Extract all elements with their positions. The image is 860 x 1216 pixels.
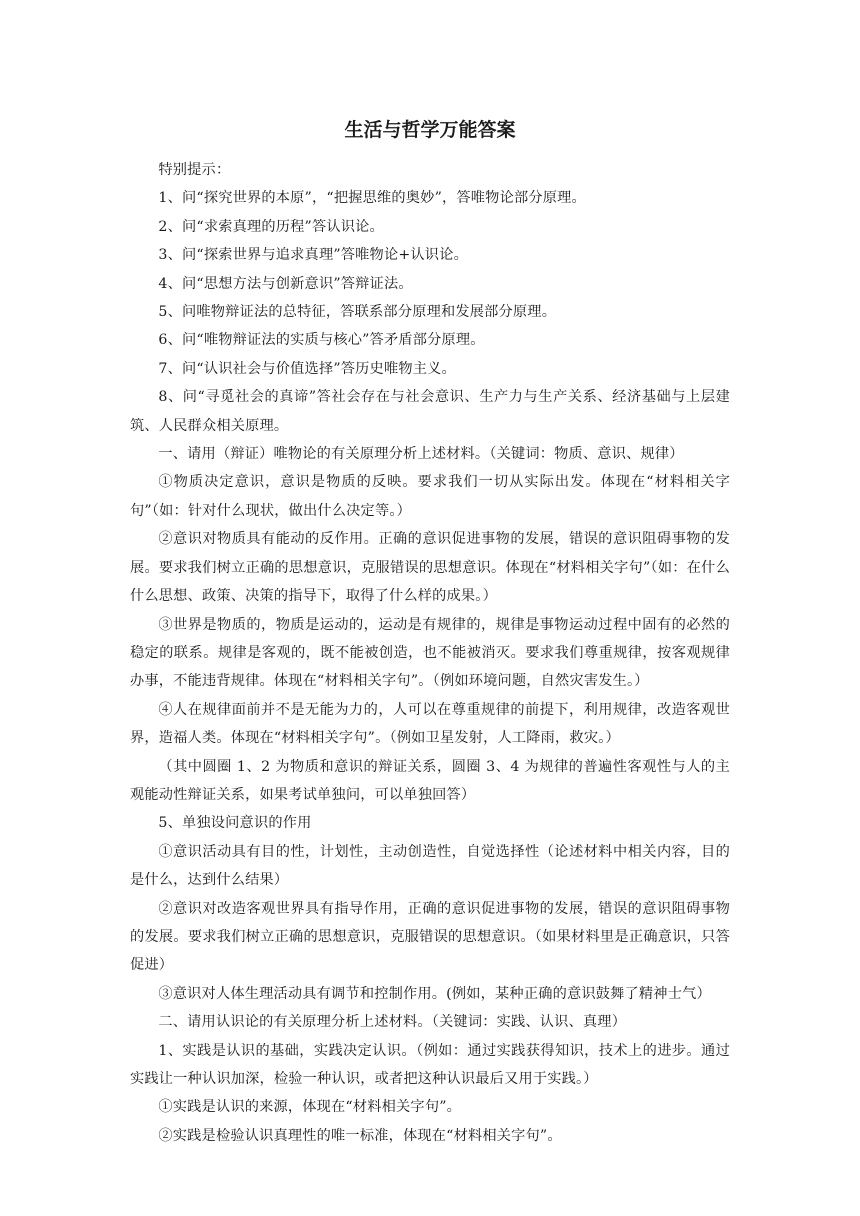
paragraph: 4、问“思想方法与创新意识”答辩证法。 <box>158 275 413 292</box>
paragraph: 6、问“唯物辩证法的实质与核心”答矛盾部分原理。 <box>158 332 485 349</box>
paragraph: 1、实践是认识的基础，实践决定认识。（例如：通过实践获得知识，技术上的进步。通过实践让一种认识加深，检验一种认识，或者把这种认识最后又用于实践。） <box>130 1042 730 1087</box>
paragraph: ②实践是检验认识真理性的唯一标准，体现在“材料相关字句”。 <box>158 1127 562 1144</box>
section-heading: 一、请用（辩证）唯物论的有关原理分析上述材料。（关键词：物质、意识、规律） <box>158 446 684 463</box>
document-body <box>130 156 730 1150</box>
paragraph: ①意识活动具有目的性，计划性，主动创造性，自觉选择性（论述材料中相关内容，目的是什么，达到什么结果） <box>130 843 730 889</box>
paragraph: ②意识对物质具有能动的反作用。正确的意识促进事物的发展，错误的意识阻碍事物的发展。要求我们树立正确的思想意识，克服错误的思想意识。体现在“材料相关字句”（如：在什么什么思想、政策、决策的指导下，取得了什么样的成果。） <box>130 531 730 605</box>
paragraph: ①物质决定意识，意识是物质的反映。要求我们一切从实际出发。体现在“材料相关字句”（如：针对什么现状，做出什么决定等。） <box>130 474 730 519</box>
paragraph: 8、问“寻觅社会的真谛”答社会存在与社会意识、生产力与生产关系、经济基础与上层建筑、人民群众相关原理。 <box>130 389 730 434</box>
paragraph: ②意识对改造客观世界具有指导作用，正确的意识促进事物的发展，错误的意识阻碍事物的发展。要求我们树立正确的思想意识，克服错误的思想意识。（如果材料里是正确意识，只答促进） <box>130 900 730 974</box>
paragraph: 5、单独设问意识的作用 <box>158 815 312 832</box>
paragraph: 5、问唯物辩证法的总特征，答联系部分原理和发展部分原理。 <box>158 304 557 321</box>
paragraph: ①实践是认识的来源，体现在“材料相关字句”。 <box>158 1099 462 1116</box>
paragraph: ③世界是物质的，物质是运动的，运动是有规律的，规律是事物运动过程中固有的必然的稳定的联系。规律是客观的，既不能被创造，也不能被消灭。要求我们尊重规律，按客观规律办事，不能违背规律。体现在“材料相关字句”。（例如环境问题，自然灾害发生。） <box>130 616 730 690</box>
paragraph: ④人在规律面前并不是无能为力的，人可以在尊重规律的前提下，利用规律，改造客观世界，造福人类。体现在“材料相关字句”。（例如卫星发射，人工降雨，救灾。） <box>130 701 730 747</box>
paragraph: 7、问“认识社会与价值选择”答历史唯物主义。 <box>158 360 456 377</box>
paragraph: 1、问“探究世界的本原”，“把握思维的奥妙”，答唯物论部分原理。 <box>158 190 586 207</box>
paragraph: 2、问“求索真理的历程”答认识论。 <box>158 218 384 235</box>
section-heading: 二、请用认识论的有关原理分析上述材料。（关键词：实践、认识、真理） <box>158 1014 627 1031</box>
paragraph: 3、问“探索世界与追求真理”答唯物论+认识论。 <box>158 247 468 264</box>
paragraph: （其中圆圈 1、2 为物质和意识的辩证关系，圆圈 3、4 为规律的普遍性客观性与人的主观能动性辩证关系，如果考试单独问，可以单独回答） <box>130 758 730 803</box>
paragraph: ③意识对人体生理活动具有调节和控制作用。(例如，某种正确的意识鼓舞了精神士气） <box>158 985 711 1002</box>
paragraph: 特别提示： <box>158 162 231 178</box>
document-title: 生活与哲学万能答案 <box>344 119 516 141</box>
